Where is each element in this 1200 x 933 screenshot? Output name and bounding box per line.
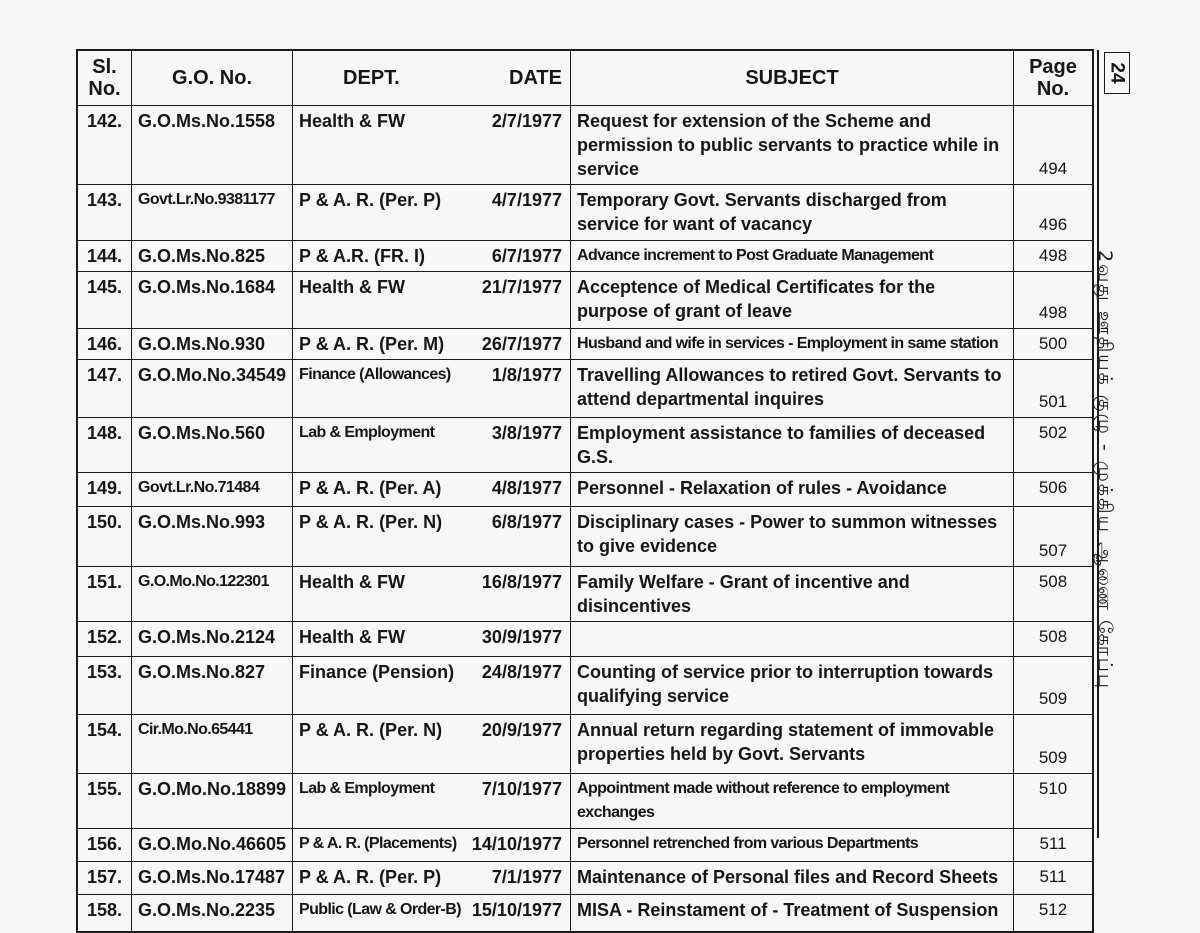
cell-page-no: 512 <box>1014 895 1094 932</box>
cell-dept: P & A. R. (Per. N) <box>299 720 443 740</box>
cell-date: 3/8/1977 <box>491 423 562 443</box>
cell-page-no: 506 <box>1014 473 1094 507</box>
cell-go-no: G.O.Mo.No.18899 <box>132 774 293 829</box>
cell-go-no: G.O.Ms.No.17487 <box>132 862 293 895</box>
cell-dept: Health & FW <box>299 277 406 297</box>
table-row <box>77 774 1093 829</box>
cell-sl-no: 147. <box>77 360 132 418</box>
cell-page-no: 509 <box>1014 715 1094 774</box>
cell-subject: Personnel - Relaxation of rules - Avoidance <box>571 473 1014 507</box>
cell-dept-date <box>293 715 571 774</box>
table-row <box>77 657 1093 715</box>
cell-dept: Health & FW <box>299 627 406 647</box>
cell-page-no: 500 <box>1014 329 1094 360</box>
cell-page-no: 501 <box>1014 360 1094 418</box>
cell-go-no: G.O.Mo.No.46605 <box>132 829 293 862</box>
cell-subject: Employment assistance to families of deceased G.S. <box>571 418 1014 473</box>
cell-sl-no: 151. <box>77 567 132 622</box>
cell-page-no: 494 <box>1014 106 1094 185</box>
cell-date: 30/9/1977 <box>481 627 562 647</box>
cell-sl-no: 143. <box>77 185 132 241</box>
cell-page-no: 508 <box>1014 567 1094 622</box>
cell-date: 4/8/1977 <box>491 478 562 498</box>
header-sl-no: Sl. No. <box>77 50 132 106</box>
cell-go-no: G.O.Ms.No.1684 <box>132 272 293 329</box>
cell-page-no: 498 <box>1014 241 1094 272</box>
cell-dept-date <box>293 360 571 418</box>
cell-date: 15/10/1977 <box>471 900 562 920</box>
cell-subject: Family Welfare - Grant of incentive and disincentives <box>571 567 1014 622</box>
cell-subject: Husband and wife in services - Employment in same station <box>571 329 1014 360</box>
go-index-table <box>76 49 1094 933</box>
table-row <box>77 507 1093 567</box>
cell-page-no: 508 <box>1014 622 1094 657</box>
page-number-box <box>1104 52 1130 94</box>
table-row <box>77 829 1093 862</box>
cell-date: 20/9/1977 <box>481 720 562 740</box>
table-row <box>77 862 1093 895</box>
header-dept: DEPT. <box>343 67 400 89</box>
cell-dept-date <box>293 418 571 473</box>
table-row <box>77 272 1093 329</box>
cell-dept-date <box>293 862 571 895</box>
cell-dept: Finance (Pension) <box>299 662 455 682</box>
cell-sl-no: 148. <box>77 418 132 473</box>
table-row <box>77 567 1093 622</box>
header-page-no: Page No. <box>1014 50 1094 106</box>
cell-sl-no: 153. <box>77 657 132 715</box>
cell-go-no: G.O.Ms.No.930 <box>132 329 293 360</box>
table-row <box>77 241 1093 272</box>
cell-subject: MISA - Reinstament of - Treatment of Suspension <box>571 895 1014 932</box>
cell-dept-date <box>293 272 571 329</box>
cell-dept: P & A. R. (Per. M) <box>299 334 445 354</box>
cell-page-no: 511 <box>1014 862 1094 895</box>
cell-subject: Annual return regarding statement of immovable properties held by Govt. Servants <box>571 715 1014 774</box>
cell-subject: Personnel retrenched from various Departments <box>571 829 1014 862</box>
cell-page-no: 510 <box>1014 774 1094 829</box>
cell-date: 14/10/1977 <box>471 834 562 854</box>
cell-dept-date <box>293 241 571 272</box>
header-dept-date <box>293 50 571 106</box>
cell-date: 1/8/1977 <box>491 365 562 385</box>
cell-go-no: Govt.Lr.No.71484 <box>132 473 293 507</box>
cell-date: 6/8/1977 <box>491 512 562 532</box>
cell-dept: P & A. R. (Per. P) <box>299 190 442 210</box>
cell-dept: Health & FW <box>299 572 406 592</box>
cell-sl-no: 146. <box>77 329 132 360</box>
cell-go-no: G.O.Ms.No.827 <box>132 657 293 715</box>
page-number: 24 <box>1106 62 1128 84</box>
cell-date: 21/7/1977 <box>481 277 562 297</box>
cell-subject: Acceptence of Medical Certificates for the purpose of grant of leave <box>571 272 1014 329</box>
cell-dept-date <box>293 657 571 715</box>
cell-dept-date <box>293 473 571 507</box>
header-go-no: G.O. No. <box>132 50 293 106</box>
cell-dept-date <box>293 185 571 241</box>
cell-dept: P & A.R. (FR. I) <box>299 246 426 266</box>
cell-date: 24/8/1977 <box>481 662 562 682</box>
cell-dept: Finance (Allowances) <box>299 366 451 383</box>
cell-go-no: Cir.Mo.No.65441 <box>132 715 293 774</box>
cell-dept-date <box>293 329 571 360</box>
cell-go-no: G.O.Ms.No.2124 <box>132 622 293 657</box>
cell-date: 7/1/1977 <box>491 867 562 887</box>
cell-page-no: 496 <box>1014 185 1094 241</box>
cell-subject: Counting of service prior to interruption towards qualifying service <box>571 657 1014 715</box>
cell-sl-no: 158. <box>77 895 132 932</box>
cell-dept-date <box>293 507 571 567</box>
table-row <box>77 329 1093 360</box>
cell-go-no: G.O.Ms.No.2235 <box>132 895 293 932</box>
cell-sl-no: 154. <box>77 715 132 774</box>
cell-sl-no: 144. <box>77 241 132 272</box>
cell-sl-no: 155. <box>77 774 132 829</box>
cell-dept-date <box>293 567 571 622</box>
cell-go-no: G.O.Ms.No.560 <box>132 418 293 473</box>
cell-dept: P & A. R. (Per. P) <box>299 867 442 887</box>
cell-subject: Appointment made without reference to employment exchanges <box>571 774 1014 829</box>
cell-page-no: 509 <box>1014 657 1094 715</box>
table-row <box>77 895 1093 932</box>
cell-subject: Maintenance of Personal files and Record Sheets <box>571 862 1014 895</box>
cell-page-no: 502 <box>1014 418 1094 473</box>
running-title-vertical: 2வது ஊதியக் குழு - முக்கிய ஆணை கோப்பு <box>1094 250 1116 690</box>
cell-date: 2/7/1977 <box>491 111 562 131</box>
cell-subject: Request for extension of the Scheme and permission to public servants to practice while in service <box>571 106 1014 185</box>
cell-subject <box>571 622 1014 657</box>
cell-sl-no: 156. <box>77 829 132 862</box>
header-date: DATE <box>509 67 562 89</box>
cell-sl-no: 142. <box>77 106 132 185</box>
table-row <box>77 473 1093 507</box>
table-header-row <box>77 50 1093 106</box>
cell-go-no: G.O.Mo.No.34549 <box>132 360 293 418</box>
cell-dept-date <box>293 106 571 185</box>
cell-dept-date <box>293 829 571 862</box>
cell-sl-no: 145. <box>77 272 132 329</box>
cell-page-no: 511 <box>1014 829 1094 862</box>
cell-go-no: G.O.Mo.No.122301 <box>132 567 293 622</box>
cell-date: 7/10/1977 <box>481 779 562 799</box>
cell-dept-date <box>293 774 571 829</box>
cell-dept: Lab & Employment <box>299 424 435 441</box>
cell-dept: P & A. R. (Per. N) <box>299 512 443 532</box>
cell-subject: Travelling Allowances to retired Govt. Servants to attend departmental inquires <box>571 360 1014 418</box>
cell-go-no: G.O.Ms.No.993 <box>132 507 293 567</box>
cell-dept: Public (Law & Order-B) <box>299 901 461 918</box>
cell-go-no: G.O.Ms.No.825 <box>132 241 293 272</box>
cell-subject: Temporary Govt. Servants discharged from service for want of vacancy <box>571 185 1014 241</box>
cell-date: 6/7/1977 <box>491 246 562 266</box>
cell-sl-no: 157. <box>77 862 132 895</box>
cell-date: 26/7/1977 <box>481 334 562 354</box>
table-row <box>77 715 1093 774</box>
cell-dept-date <box>293 895 571 932</box>
cell-date: 4/7/1977 <box>491 190 562 210</box>
table-row <box>77 622 1093 657</box>
cell-subject: Disciplinary cases - Power to summon witnesses to give evidence <box>571 507 1014 567</box>
cell-date: 16/8/1977 <box>481 572 562 592</box>
cell-dept: Health & FW <box>299 111 406 131</box>
cell-dept-date <box>293 622 571 657</box>
cell-go-no: G.O.Ms.No.1558 <box>132 106 293 185</box>
header-subject: SUBJECT <box>571 50 1014 106</box>
table-row <box>77 185 1093 241</box>
table-row <box>77 418 1093 473</box>
cell-dept: P & A. R. (Placements) <box>299 835 457 852</box>
cell-sl-no: 152. <box>77 622 132 657</box>
table-row <box>77 360 1093 418</box>
cell-sl-no: 149. <box>77 473 132 507</box>
cell-page-no: 498 <box>1014 272 1094 329</box>
table-row <box>77 106 1093 185</box>
cell-go-no: Govt.Lr.No.9381177 <box>132 185 293 241</box>
cell-sl-no: 150. <box>77 507 132 567</box>
cell-dept: Lab & Employment <box>299 780 435 797</box>
cell-subject: Advance increment to Post Graduate Management <box>571 241 1014 272</box>
cell-page-no: 507 <box>1014 507 1094 567</box>
cell-dept: P & A. R. (Per. A) <box>299 478 442 498</box>
